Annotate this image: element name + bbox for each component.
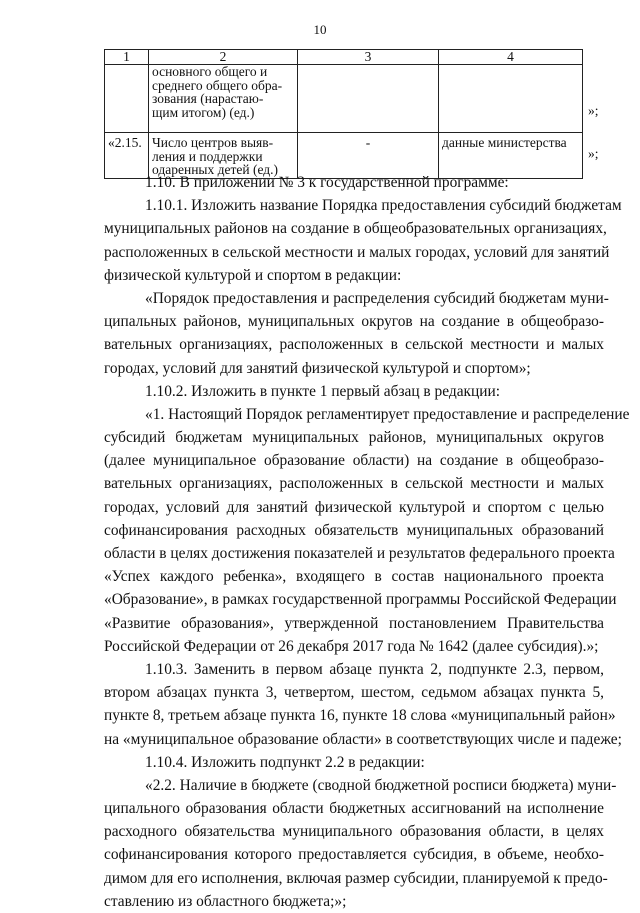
body-line: пункте 8, третьем абзаце пункта 16, пункте 18 слова «муниципальный район» (104, 707, 616, 725)
page-number: 10 (313, 22, 327, 37)
body-line: «Образование», в рамках государственной программы Российской Федерации (104, 591, 617, 609)
body-line: городах, условий для занятий физической культурой и спортом»; (104, 359, 531, 377)
table-header-cell: 1 (105, 50, 149, 65)
body-line: «Развитие образования», утвержденной постановлением Правительства (104, 614, 604, 632)
body-line: «1. Настоящий Порядок регламентирует предоставление и распределение (145, 405, 630, 423)
body-line: субсидий бюджетам муниципальных районов, муниципальных округов (104, 429, 604, 447)
table-header-row (105, 50, 583, 65)
cell-line: ления и поддержки (152, 148, 263, 164)
table-header-cell: 2 (149, 50, 298, 65)
body-line: области в целях достижения показателей и результатов федерального проекта (104, 545, 615, 562)
body-line: физической культурой и спортом в редакции: (104, 266, 402, 284)
cell-line: среднего общего обра- (152, 77, 283, 93)
body-line: «2.2. Наличие в бюджете (сводной бюджетной росписи бюджета) муни- (145, 776, 617, 794)
body-line: вательных организациях, расположенных в сельской местности и малых (104, 475, 604, 493)
body-line: на «муниципальное образование области» в соответствующих числе и падеже; (104, 730, 622, 748)
body-line: димом для его исполнения, включая размер субсидии, планируемой к предо- (104, 869, 608, 887)
body-line: софинансирования расходных обязательств муниципальных образований (104, 521, 604, 539)
indicator-table (104, 49, 583, 179)
body-line: 1.10.1. Изложить название Порядка предоставления субсидий бюджетам (145, 197, 622, 215)
table-cell (439, 65, 583, 133)
cell-line: щим итогом) (ед.) (152, 104, 255, 120)
body-line: «Порядок предоставления и распределения субсидий бюджетам муни- (145, 289, 609, 307)
body-line: 1.10.3. Заменить в первом абзаце пункта 2, подпункте 2.3, первом, (145, 660, 604, 678)
table-header-cell: 3 (298, 50, 439, 65)
body-text (104, 171, 630, 913)
body-line: 1.10.4. Изложить подпункт 2.2 в редакции: (145, 753, 425, 771)
body-line: (далее муниципальное образование области) на создание в общеобразо- (104, 452, 604, 470)
table-cell: данные министерства (439, 133, 583, 179)
row-end-mark: »; (588, 103, 599, 118)
body-line: расходного обязательства муниципального образования области, в целях (104, 823, 604, 841)
body-line: втором абзацах пункта 3, четвертом, шестом, седьмом абзацах пункта 5, (104, 684, 604, 702)
body-line: 1.10.2. Изложить в пункте 1 первый абзац в редакции: (145, 382, 500, 400)
table-cell (105, 65, 149, 133)
table-header-cell: 4 (439, 50, 583, 65)
table-cell (149, 65, 298, 133)
table-cell: - (298, 133, 439, 179)
row-end-mark: »; (588, 146, 599, 161)
cell-line: основного общего и (152, 64, 268, 79)
body-line: вательных организациях, расположенных в сельской местности и малых (104, 336, 604, 354)
cell-line: зования (нарастаю- (152, 91, 264, 106)
cell-line: одаренных детей (ед.) (152, 162, 279, 177)
body-line: ципальных районов, муниципальных округов на создание в общеобразо- (104, 313, 604, 331)
body-line: ставлению из областного бюджета;»; (104, 892, 347, 910)
body-line: муниципальных районов на создание в общеобразовательных организациях, (104, 220, 607, 238)
body-line: расположенных в сельской местности и малых городах, условий для занятий (104, 243, 610, 261)
body-line: софинансирования которого предоставляется субсидия, в объеме, необхо- (104, 846, 604, 864)
table-cell: «2.15. (105, 133, 149, 179)
body-line: городах, условий для занятий физической культурой и спортом с целью (104, 498, 604, 516)
body-line: 1.10. В приложении № 3 к государственной программе: (145, 174, 509, 191)
body-line: ципального образования области бюджетных ассигнований на исполнение (104, 800, 604, 818)
table-row (105, 65, 583, 133)
cell-line: Число центров выяв- (152, 135, 274, 150)
table-cell (298, 65, 439, 133)
body-line: «Успех каждого ребенка», входящего в состав национального проекта (104, 568, 604, 586)
body-line: Российской Федерации от 26 декабря 2017 года № 1642 (далее субсидия).»; (104, 637, 599, 655)
